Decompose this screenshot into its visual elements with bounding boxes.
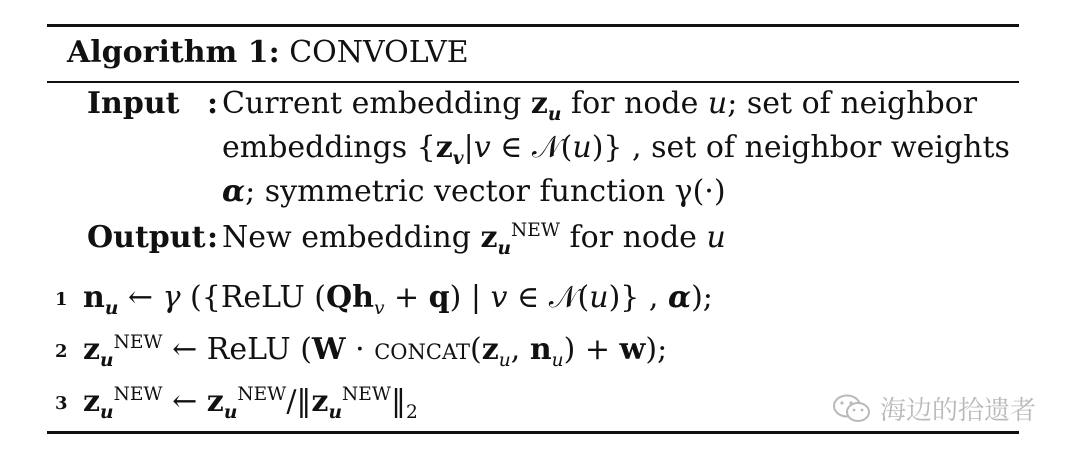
output-colon: : [207, 220, 219, 255]
math: $z_u$ [530, 86, 562, 125]
algorithm-title [67, 34, 469, 72]
math: u [707, 86, 728, 121]
step-1: $n_u$ ← γ ({ReLU $(Qh_v + q)$ | v ∈ 𝒩(u)} , α); [83, 280, 713, 319]
math: |v ∈ 𝒩(u) [463, 130, 604, 165]
input-line-2 [222, 130, 1010, 169]
math: $z_v$ [435, 130, 464, 169]
watermark-text: 海边的拾遗者 [880, 396, 1037, 426]
input-colon: : [207, 86, 219, 121]
step-number: 3 [55, 393, 68, 414]
input-line-3 [222, 174, 726, 210]
algorithm-name: CONVOLVE [289, 35, 469, 70]
input-label: Input [87, 86, 180, 121]
input-text: embeddings { [222, 130, 436, 165]
step-2: $z_u^{NEW}$ ← ReLU ($W \cdot concat(z_u$, $n_u) + w$); [83, 332, 668, 371]
header-rule [47, 81, 1019, 83]
input-text: } , set of neighbor weights [603, 130, 1010, 165]
output-label: Output [87, 220, 206, 255]
input-text: ; symmetric vector function γ(·) [245, 174, 726, 209]
algorithm-label: Algorithm 1: [67, 35, 280, 70]
step-number: 1 [55, 289, 68, 310]
math: α [222, 174, 246, 209]
algorithm-box [47, 24, 1019, 434]
input-text: for node [561, 86, 708, 121]
output-text: New embedding [222, 220, 481, 255]
output-text: for node [560, 220, 707, 255]
output-line [222, 220, 726, 259]
step-number: 2 [55, 341, 68, 362]
input-text: Current embedding [222, 86, 531, 121]
step-3: $z_u^{NEW}$ ← $z_u^{NEW}/‖z_u^{NEW}‖_2$ [83, 384, 418, 423]
watermark [832, 390, 1036, 427]
top-rule [47, 24, 1019, 27]
math: u [706, 220, 726, 255]
input-line-1 [222, 86, 978, 125]
input-text: ; set of neighbor [727, 86, 978, 121]
bottom-rule [47, 431, 1019, 434]
wechat-icon [832, 393, 872, 425]
math: $z_u^{NEW}$ [480, 220, 560, 259]
